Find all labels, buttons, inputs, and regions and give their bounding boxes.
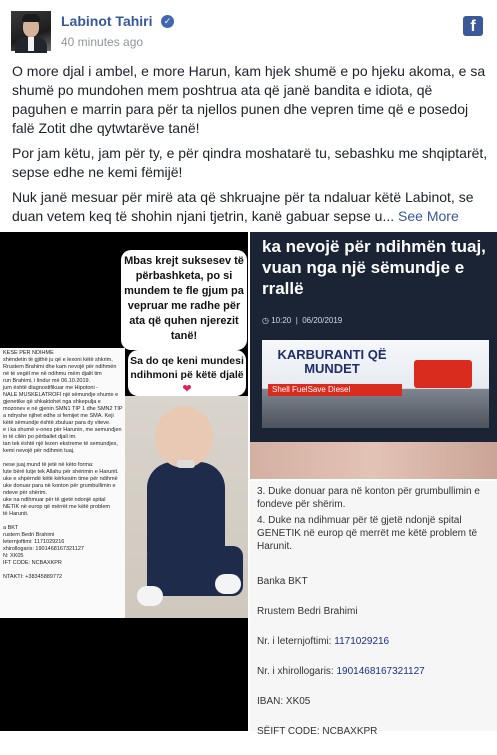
document-line: in të cilën po përballet djali im. xyxy=(3,434,77,440)
photo-background xyxy=(250,442,497,479)
document-line: këtë sëmundje është zbuluar para dy viteve. xyxy=(3,420,111,426)
document-line: IFT CODE: NCBAXKPR xyxy=(3,560,62,566)
swift-code: SËIFT CODE: NCBAXKPR xyxy=(257,726,378,737)
account-holder: Rrustem Bedri Brahimi xyxy=(257,606,358,617)
avatar[interactable] xyxy=(11,11,51,51)
post-paragraph-text: Por jam këtu, jam për ty, e për qindra moshatarë tu, sebashku me shqiptarët, sepse edhe ne kemi fëmijë! xyxy=(12,145,488,180)
fuel-ad xyxy=(262,340,489,428)
see-more-link[interactable]: See More xyxy=(398,208,459,224)
post-header xyxy=(0,0,497,60)
document-line: Rrustem Brahimi dhe kam nevojë për ndihmën xyxy=(3,364,117,370)
document-line: a ndryshe njihet edhe si femijet me SMA. Keji xyxy=(3,413,114,419)
appeal-item-4: 4. Duke na ndihmuar për të gjetë ndonjë spital GENETIK në europ që merrët me këtë problem të Harunit. xyxy=(257,515,478,552)
document-line: NTAKTI: +38345889772 xyxy=(3,574,63,580)
verified-check-icon: ✓ xyxy=(161,15,174,28)
photo-appeal-details[interactable] xyxy=(250,481,497,737)
document-line: jum është diagnostifikuar me Hipotoni - xyxy=(3,385,99,391)
document-line: uke na ndihmuar për të gjetë ndonjë spital xyxy=(3,497,106,503)
document-line: a BKT xyxy=(3,525,19,531)
document-line xyxy=(3,518,122,525)
document-line: në të vegël me në ndihmu mëm djalit tim xyxy=(3,371,102,377)
document-line: nese juaj mund të jetë në këto forma: xyxy=(3,462,94,468)
document-line: run Brahimi, i lindur më 06.10.2019. xyxy=(3,378,91,384)
baby-head xyxy=(155,406,213,468)
news-headline: ka nevojë për ndihmën tuaj, vuan nga një sëmundje e rrallë xyxy=(262,237,486,298)
document-line: gjenetike që shkaktohet nga shkepulja e xyxy=(3,399,101,405)
bowtie xyxy=(177,460,195,468)
post-text xyxy=(12,62,490,232)
document-line: shëndetin të gjithë ju që e lexoni këtë shkrim, xyxy=(3,357,113,363)
author-name[interactable]: Labinot Tahiri xyxy=(61,13,153,29)
bubble-text: Sa do qe keni mundesi ndihmoni pë këtë djalë xyxy=(130,355,244,381)
document-line: lute bërë lutje tek Allahu për shërimin e Harunit. xyxy=(3,469,119,475)
document-line: kemi nevojë për ndihmin tuaj. xyxy=(3,448,75,454)
baby-shoe xyxy=(137,586,163,606)
news-meta: ◷ 10:20 | 06/20/2019 xyxy=(262,316,343,325)
document-line: tan tek është një lezen ekstreme të semundjes, xyxy=(3,441,118,447)
account-number xyxy=(257,665,493,678)
news-date: 06/20/2019 xyxy=(302,316,343,325)
clock-icon: ◷ xyxy=(262,316,269,325)
document-line: uke e shpërndë këtë kërkesën time për ndihmë xyxy=(3,476,118,482)
document-line: mozonev e në gjenin SMN1 TIP 1 dhe SMN2 TIP xyxy=(3,406,123,412)
truck-image xyxy=(414,360,472,388)
id-value: 1171029216 xyxy=(334,636,390,647)
document-line: KESE PER NDIHME xyxy=(3,350,54,356)
post-paragraph-text: Nuk janë mesuar për mirë ata që shkruajne për ta ndaluar këtë Labinot, se duan vetem keq të shohin njani tjetrin, kanë gabuar sepse u... xyxy=(12,189,474,224)
document-line: ndeve për shërim. xyxy=(3,490,48,496)
news-panel xyxy=(250,232,497,442)
document-line: të Harunit. xyxy=(3,511,29,517)
facebook-icon[interactable]: f xyxy=(463,16,483,36)
avatar-shirt xyxy=(28,37,34,51)
baby-shoe xyxy=(215,574,241,594)
appeal-item-3: 3. Duke donuar para në konton për grumbullimin e fondeve për shërim. xyxy=(257,486,480,510)
post-paragraph xyxy=(12,188,490,226)
ad-brand: Shell FuelSave Diesel xyxy=(268,384,402,396)
avatar-hair xyxy=(22,14,40,22)
document-line xyxy=(3,455,122,462)
appeal-details-text xyxy=(257,485,493,755)
story-text-bubble-2 xyxy=(128,350,246,396)
post-paragraph xyxy=(12,144,490,182)
document-line: uke donuar para në konton për grumbullimin e xyxy=(3,483,116,489)
document-line: NETIK në europ që mërrët me këtë problem xyxy=(3,504,110,510)
document-line xyxy=(3,567,122,574)
document-line: NALE MUSKELATROFI një sëmundje shume e xyxy=(3,392,119,398)
account-value: 1901468167321127 xyxy=(336,666,425,677)
photo-news-screenshot[interactable] xyxy=(250,232,497,479)
document-line: N: XK05 xyxy=(3,553,24,559)
ad-title: KARBURANTI QË MUNDET xyxy=(277,347,387,376)
bank-name: Banka BKT xyxy=(257,576,308,587)
heart-icon: ❤ xyxy=(182,383,192,395)
baby-photo xyxy=(125,396,248,618)
document-line: xhirollogaris: 1901468167321127 xyxy=(3,546,84,552)
iban: IBAN: XK05 xyxy=(257,696,311,707)
id-label: Nr. i leternjoftimi: xyxy=(257,636,332,647)
post-time[interactable]: 40 minutes ago xyxy=(61,35,144,49)
account-label: Nr. i xhirollogaris: xyxy=(257,666,334,677)
appeal-document xyxy=(0,348,125,618)
document-line: e i ka shumë v-ones për Harunin, me semundjen xyxy=(3,427,122,433)
id-number xyxy=(257,635,493,648)
news-time: 10:20 xyxy=(271,316,292,325)
story-text-bubble: Mbas krejt suksesev të përbashketa, po si mundem te fle gjum pa vepruar me radhe për ata që quhen njerezit tanë! xyxy=(121,250,247,350)
document-line: leternjoftimi: 1171029216 xyxy=(3,539,65,545)
document-line: rustem Bedri Brahimi xyxy=(3,532,55,538)
post-paragraph: O more djal i ambel, e more Harun, kam hjek shumë e po hjeku akoma, e sa shumë po mundohen mem poshtrua ata që janë bandita e idiota, që paguhen e marrin para për ta njellos punen dhe vepren time që e posedoj falë Zotit dhe qytwtarëve tanë! xyxy=(12,63,486,136)
